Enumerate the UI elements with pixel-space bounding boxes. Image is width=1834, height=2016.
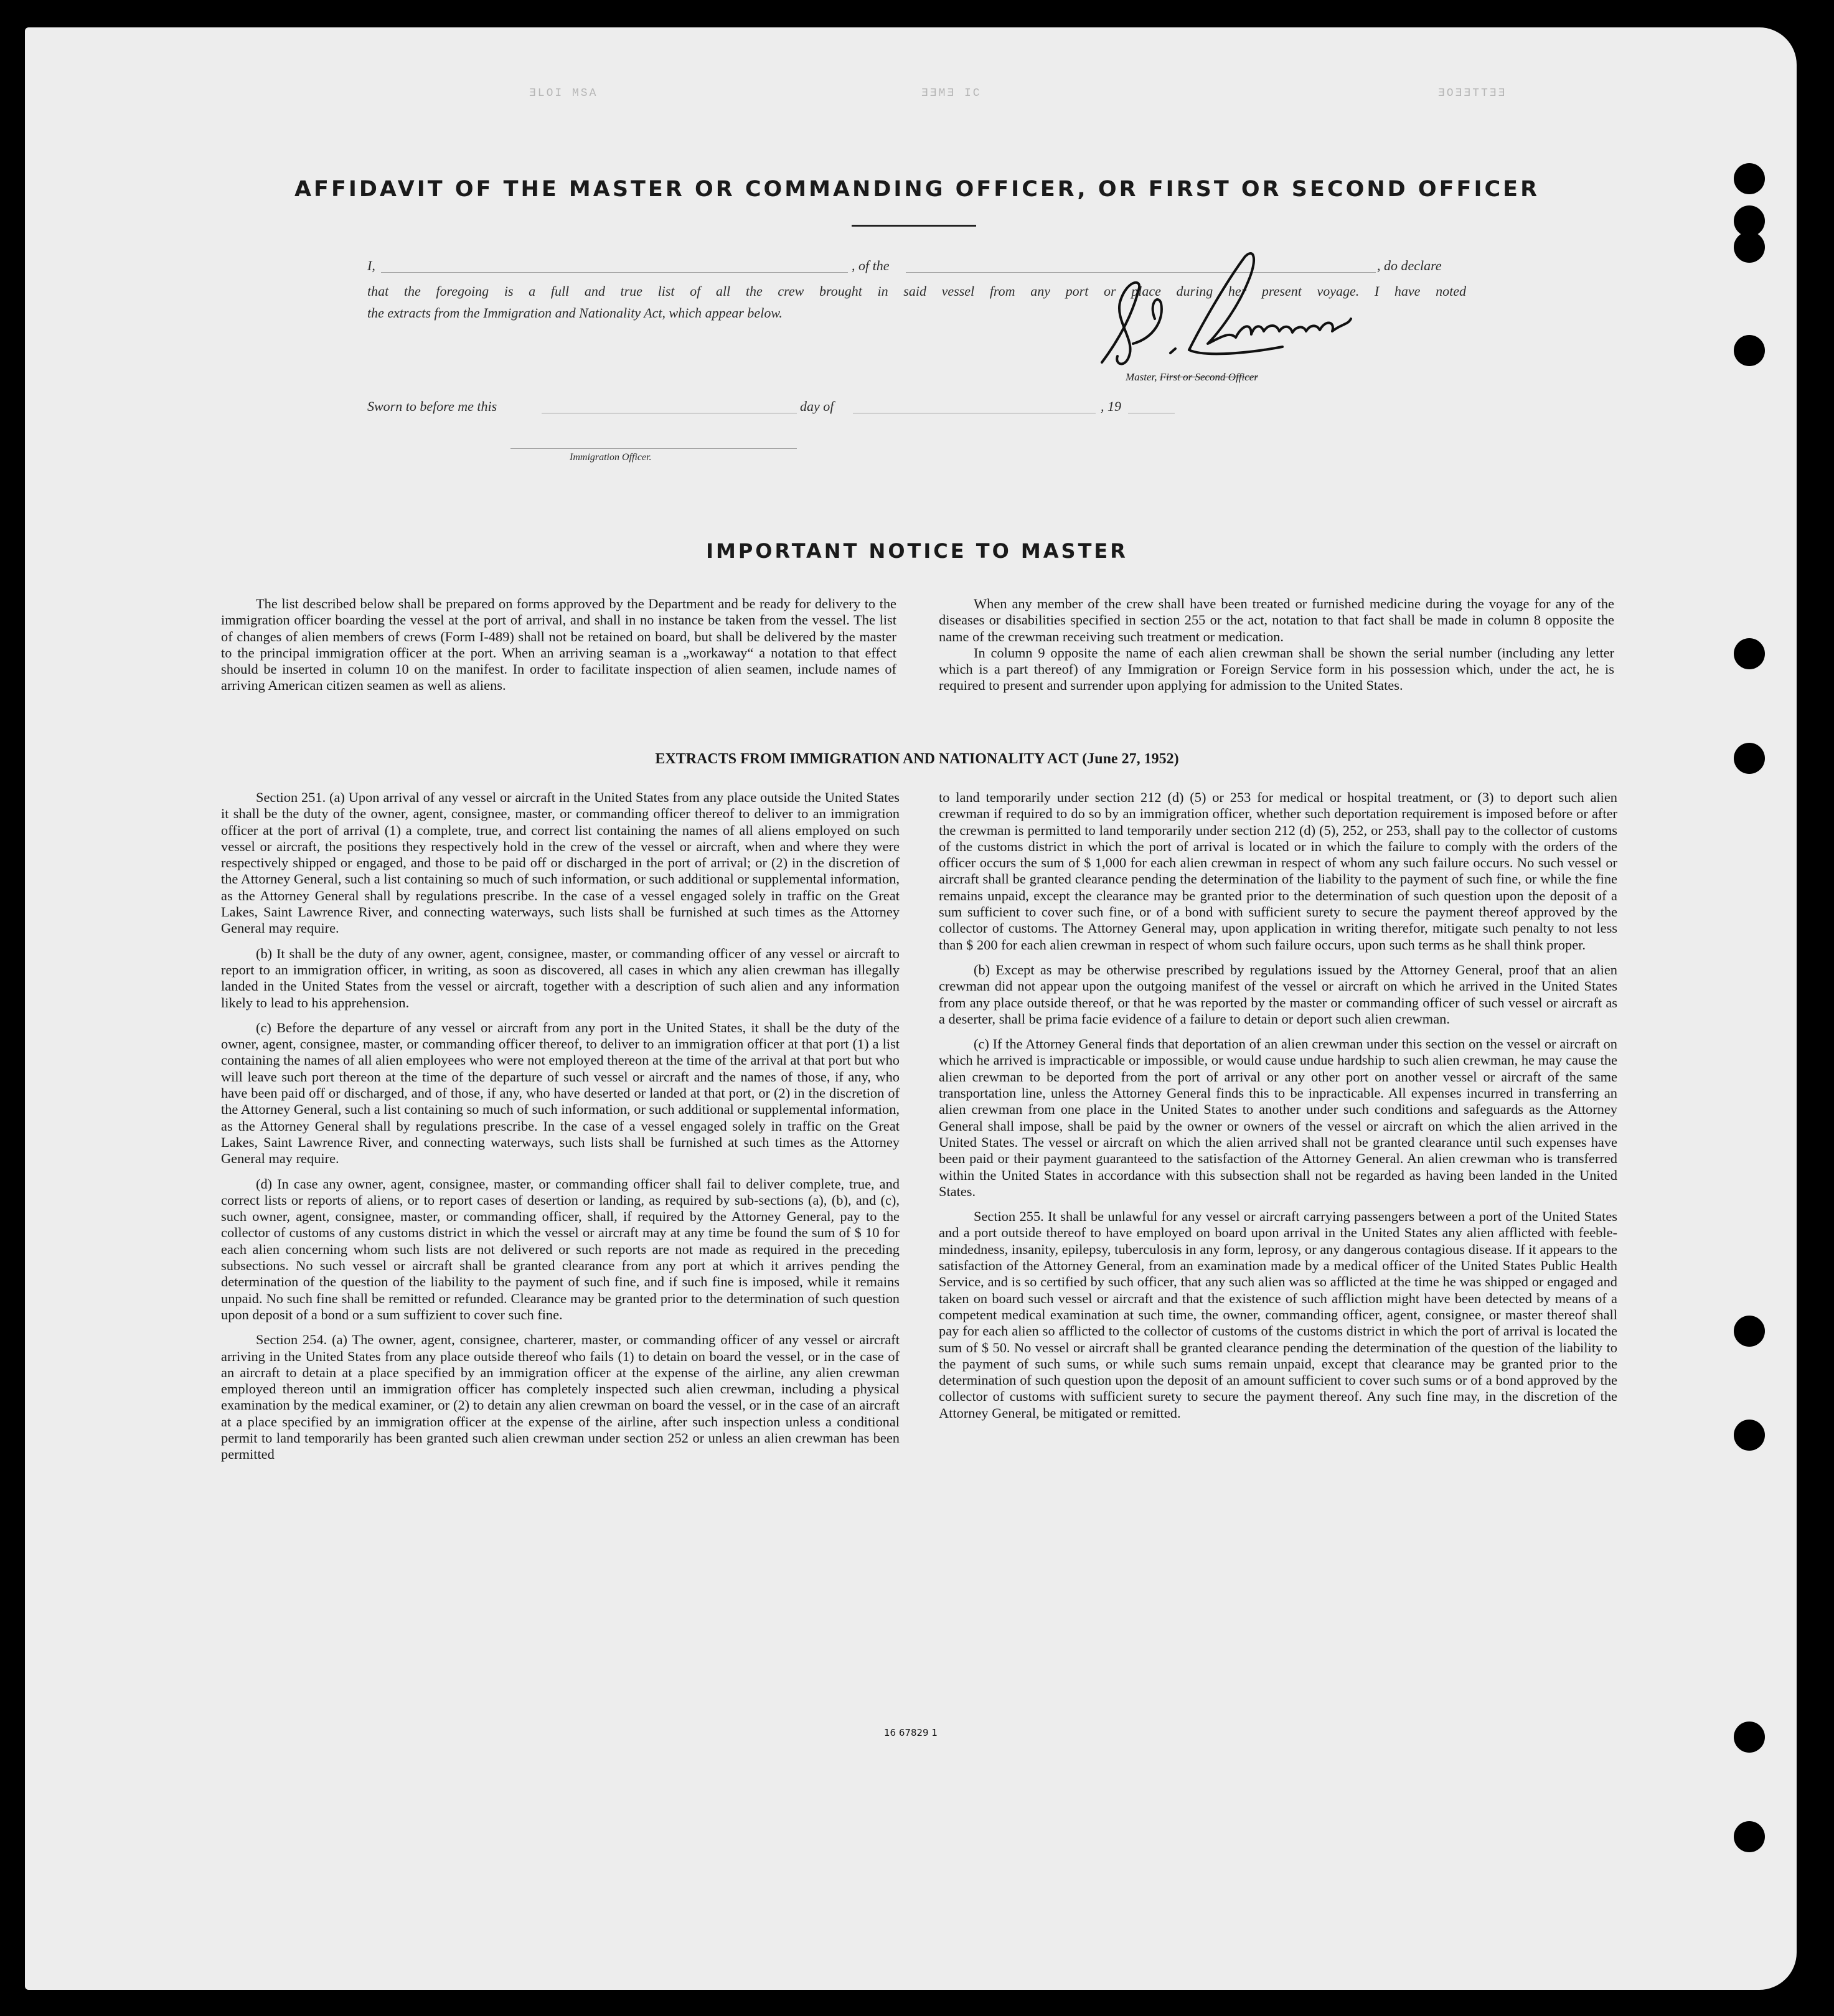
notice-left-column bbox=[221, 596, 896, 694]
bleed-through-mark: ƎOƎƎTTƎƎ bbox=[1438, 87, 1507, 100]
extract-paragraph: (c) Before the departure of any vessel or aircraft from any port in the United States, it shall be the duty of the owner, agent, consignee, master, or commanding officer thereof, to deliver to an immigration officer at that port (1) a list containing the names of all alien employees who were not employed thereon at the time of the arrival at that port but who will leave such port thereon at the time of the departure of such vessel or aircraft and the names of those, if any, who have been paid off or discharged, and of those, if any, who have deserted or landed at that port, or (2) in the discretion of the Attorney General, such a list containing so much of such information, or such additional or supplemental information, as the Attorney General shall by regulations prescribe. In the case of a vessel engaged solely in traffic on the Great Lakes, Saint Lawrence River, and connecting waterways, such lists shall be furnished at such times as the Attorney General may require. bbox=[221, 1019, 900, 1167]
title-rule bbox=[852, 225, 976, 227]
sworn-text: Sworn to before me this bbox=[367, 398, 497, 414]
punch-hole bbox=[1734, 638, 1765, 669]
punch-hole bbox=[1734, 1420, 1765, 1451]
decl-of-the: , of the bbox=[852, 258, 890, 273]
extract-paragraph: Section 254. (a) The owner, agent, consignee, charterer, master, or commanding officer of any vessel or aircraft arriving in the United States from any place outside thereof who fails (1) to detain on board the vessel, or in the case of an aircraft to detain at a place specified by an immigration officer at the expense of the airline, any alien crewman employed thereon until an immigration officer has completely inspected such alien crewman, including a physical examination by the medical examiner, or (2) to detain any alien crewman on board the vessel, or in the case of an aircraft at a place specified by an immigration officer at the expense of the airline, after such inspection unless a conditional permit to land temporarily has been granted such alien crewman under section 252 or unless an alien crewman has been permitted bbox=[221, 1332, 900, 1463]
extract-paragraph: to land temporarily under section 212 (d) (5) or 253 for medical or hospital treatment, or (3) to deport such alien crewman if required to do so by an immigration officer, whether such deportation requirement is imposed before or after the crewman is permitted to land temporarily under section 212 (d) (5), 252, or 253, shall pay to the collector of customs of the customs district in which the port of arrival is located or in which the failure to comply with the orders of the officer occurs the sum of $ 1,000 for each alien crewman in respect of whom any such failure occurs. No such vessel or aircraft shall be granted clearance pending the determination of the liability to the payment of such fine, or while the fine remains unpaid, except the clearance may be granted prior to the determination of such question upon the deposit of a sum sufficient to cover such fine, or of a bond with sufficient surety to secure the payment thereof approved by the collector of customs. The Attorney General may, upon application in writing therefor, mitigate such penalty to not less than $ 200 for each alien crewman in respect of whom such failure occurs, upon such terms as he shall think proper. bbox=[939, 789, 1617, 953]
officer-signature-line bbox=[510, 448, 797, 449]
bleed-through-mark: ƎLOI MSA bbox=[529, 87, 598, 100]
extract-paragraph: (b) Except as may be otherwise prescribed by regulations issued by the Attorney General, proof that an alien crewman did not appear upon the outgoing manifest of the vessel or aircraft on which he arrived in the United States from any place outside thereof, or that he was reported by the master or commanding officer of such vessel or aircraft as a deserter, shall be prima facie evidence of a failure to detain or deport such alien crewman. bbox=[939, 961, 1617, 1027]
extract-paragraph: (d) In case any owner, agent, consignee, master, or commanding officer shall fail to deliver complete, true, and correct lists or reports of aliens, or to report cases of desertion or landing, as required by sub-sections (a), (b), and (c), such owner, agent, consignee, master, or commanding officer, shall, if required by the Attorney General, pay to the collector of customs of any customs district in which the vessel or aircraft may at any time be found the sum of $ 10 for each alien concerning whom such lists are not delivered or such reports are not made as required in the preceding subsections. No such vessel or aircraft shall be granted clearance from any port at which it arrives pending the determination of the question of the liability to the payment of such fine, and if such fine is imposed, while it remains unpaid. No such fine shall be remitted or refunded. Clearance may be granted prior to the determination of such question upon deposit of a bond or a sum suffizient to cover such fine. bbox=[221, 1175, 900, 1322]
decl-line-2: that the foregoing is a full and true list of all the crew brought in said vessel from any port or place during her present voyage. I have noted bbox=[367, 283, 1466, 299]
year-text: , 19 bbox=[1101, 398, 1121, 414]
extract-paragraph: Section 255. It shall be unlawful for any vessel or aircraft carrying passengers between a port of the United States and a port outside thereof to have employed on board upon arrival in the United States any alien afflicted with feeble-mindedness, insanity, epilepsy, tuberculosis in any form, leprosy, or any dangerous contagious disease. If it appears to the satisfaction of the Attorney General, from an examination made by a medical officer of the United States Public Health Service, and is so certified by such officer, that any such alien was so afflicted at the time he was shipped or engaged and taken on board such vessel or aircraft and that the existence of such affliction might have been detected by means of a competent medical examination at such time, the owner, commanding officer, agent, consignee, or master thereof shall pay for each alien so afflicted to the collector of customs of the customs district in which the port of arrival is located the sum of $ 50. No vessel or aircraft shall be granted clearance pending the determination of the question of the liability to the payment of such sums, or while such sums remain unpaid, except that clearance may be granted prior to the determination of such question upon the deposit of an amount sufficient to cover such sums or of a bond approved by the collector of customs with sufficient surety to secure the payment thereof. Any such fine may, in the discretion of the Attorney General, be mitigated or remitted. bbox=[939, 1208, 1617, 1421]
extracts-right-column bbox=[939, 789, 1617, 1421]
notice-right-column bbox=[939, 596, 1614, 694]
affidavit-title: AFFIDAVIT OF THE MASTER OR COMMANDING OFFICER, OR FIRST OR SECOND OFFICER bbox=[294, 177, 1540, 202]
immigration-officer-label: Immigration Officer. bbox=[570, 452, 652, 463]
extracts-title: EXTRACTS FROM IMMIGRATION AND NATIONALITY ACT (June 27, 1952) bbox=[655, 751, 1179, 767]
notice-right-paragraph: When any member of the crew shall have been treated or furnished medicine during the voyage for any of the diseases or disabilities specified in section 255 or the act, notation to that fact shall be made in column 8 opposite the name of the crewman receiving such treatment or medication. bbox=[939, 596, 1614, 644]
extract-paragraph: Section 251. (a) Upon arrival of any vessel or aircraft in the United States from any place outside the United States it shall be the duty of the owner, agent, consignee, master, or commanding officer thereof to deliver to an immigration officer at the port of arrival (1) a complete, true, and correct list containing the names of all aliens employed on such vessel or aircraft, the positions they respectively hold in the crew of the vessel or aircraft, when and where they were respectively shipped or engaged, and those to be paid off or discharged in the port of arrival; or (2) in the discretion of the Attorney General, such a list containing so much of such information, or such additional or supplemental information, as the Attorney General shall by regulations prescribe. In the case of a vessel engaged solely in traffic on the Great Lakes, Saint Lawrence River, and connecting waterways, such lists shall be furnished at such times as the Attorney General may require. bbox=[221, 789, 900, 936]
signature-title: Master, First or Second Officer bbox=[1126, 371, 1258, 383]
bleed-through-mark: ƎƎMƎ IC bbox=[921, 87, 982, 100]
extracts-left-column bbox=[221, 789, 900, 1463]
notice-right-paragraph: In column 9 opposite the name of each alien crewman shall be shown the serial number (including any letter which is a part thereof) of any Immigration or Foreign Service form in his possession which, under the act, he is required to present and surrender upon applying for admission to the United States. bbox=[939, 644, 1614, 694]
form-number: 16 67829 1 bbox=[884, 1727, 938, 1738]
name-line bbox=[381, 272, 848, 273]
notice-title: IMPORTANT NOTICE TO MASTER bbox=[706, 539, 1128, 563]
signature-image bbox=[1096, 244, 1394, 375]
day-of-text: day of bbox=[800, 398, 834, 414]
punch-hole bbox=[1734, 1821, 1765, 1852]
decl-line-3: the extracts from the Immigration and Nationality Act, which appear below. bbox=[367, 305, 783, 321]
extract-paragraph: (b) It shall be the duty of any owner, agent, consignee, master, or commanding officer of any vessel or aircraft to report to an immigration officer, in writing, as soon as discovered, all cases in which any alien crewman has illegally landed in the United States from the vessel or aircraft, together with a description of such alien and any information likely to lead to his apprehension. bbox=[221, 945, 900, 1010]
punch-hole bbox=[1734, 335, 1765, 366]
decl-do-declare: , do declare bbox=[1377, 258, 1442, 273]
punch-hole bbox=[1734, 1316, 1765, 1347]
punch-hole bbox=[1734, 1722, 1765, 1753]
punch-hole bbox=[1734, 232, 1765, 263]
decl-i: I, bbox=[367, 258, 375, 273]
extract-paragraph: (c) If the Attorney General finds that deportation of an alien crewman under this section on the vessel or aircraft on which he arrived is impracticable or impossible, or would cause undue hardship to such alien crewman, he may cause the alien crewman to be deported from the port of arrival or any other port on another vessel or aircraft of the same transportation line, unless the Attorney General finds this to be inpracticable. All expenses incurred in transferring an alien crewman from one place in the United States to another under such conditions and safeguards as the Attorney General shall impose, shall be paid by the owner or owners of the vessel or aircraft on which the alien arrived in the United States. The vessel or aircraft on which the alien arrived shall not be granted clearance until such expenses have been paid or their payment guaranteed to the satisfaction of the Attorney General. An alien crewman who is transferred within the United States in accordance with this subsection shall not be regarded as having been landed in the United States. bbox=[939, 1036, 1617, 1199]
notice-left-paragraph: The list described below shall be prepared on forms approved by the Department and be ready for delivery to the immigration officer boarding the vessel at the port of arrival, and shall in no instance be taken from the vessel. The list of changes of alien members of crews (Form I-489) shall not be retained on board, but shall be delivered by the master to the principal immigration officer at the port. When an arriving seaman is a „workaway“ a notation to that effect should be inserted in column 10 on the manifest. In order to facilitate inspection of alien seamen, include names of arriving American citizen seamen as well as aliens. bbox=[221, 596, 896, 694]
